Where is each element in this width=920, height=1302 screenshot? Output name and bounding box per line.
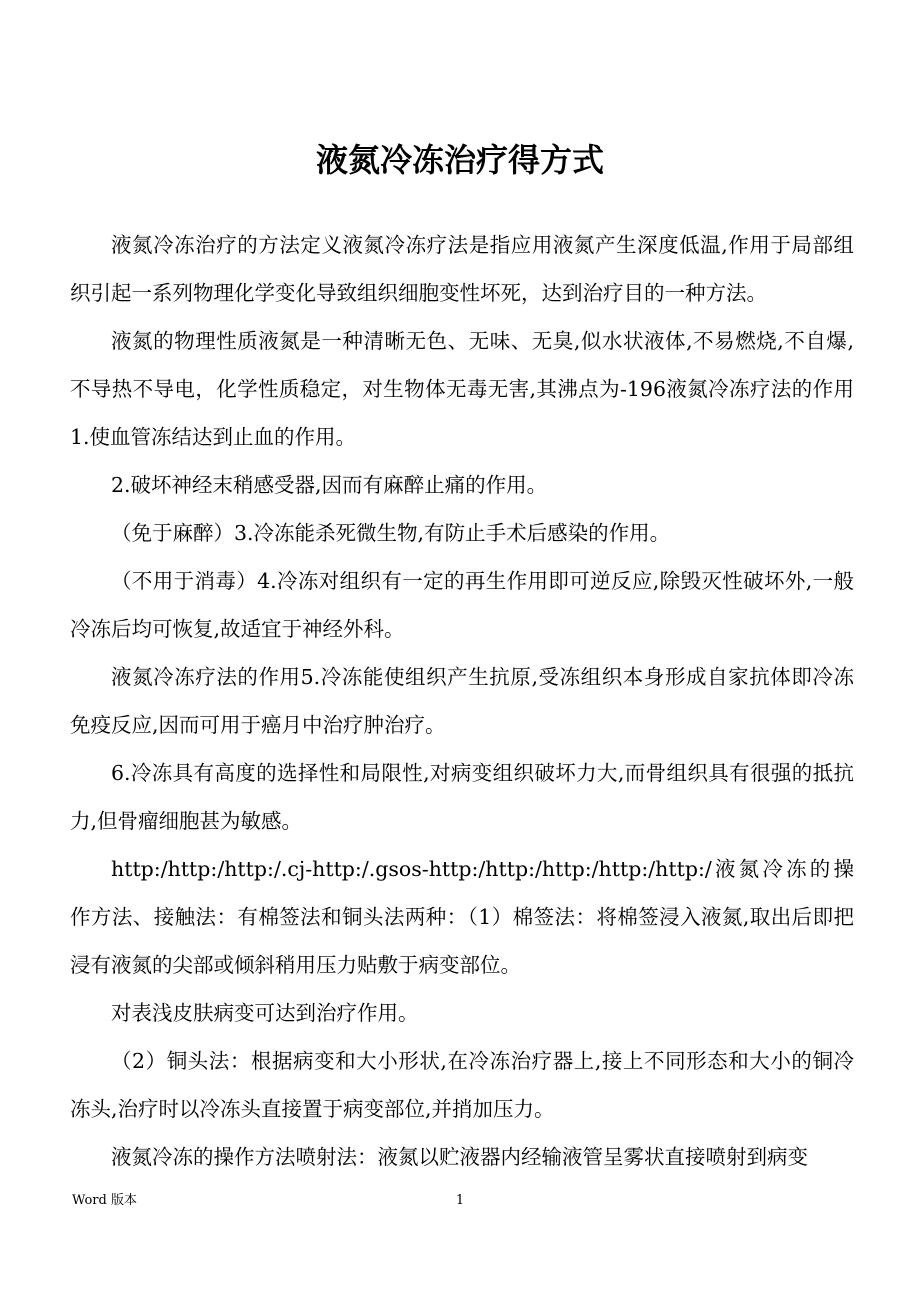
paragraph-10: （2）铜头法：根据病变和大小形状,在冷冻治疗器上,接上不同形态和大小的铜冷冻头,治疗时以冷冻头直接置于病变部位,并捎加压力。 xyxy=(70,1049,854,1121)
paragraph-8: http:/http:/http:/.cj-http:/.gsos-http:/http:/http:/http:/http:/液氮冷冻的操作方法、接触法：有棉签法和铜头法两种：（1）棉签法：将棉签浸入液氮,取出后即把浸有液氮的尖部或倾斜稍用压力贴敷于病变部位。 xyxy=(70,857,854,977)
paragraph-9: 对表浅皮肤病变可达到治疗作用。 xyxy=(111,1001,419,1025)
document-title: 液氮冷冻治疗得方式 xyxy=(315,141,604,179)
paragraph-1: 液氮冷冻治疗的方法定义液氮冷冻疗法是指应用液氮产生深度低温,作用于局部组织引起一系列物理化学变化导致组织细胞变性坏死，达到治疗目的一种方法。 xyxy=(70,233,854,305)
paragraph-5: （不用于消毒）4.冷冻对组织有一定的再生作用即可逆反应,除毁灭性破坏外,一般冷冻后均可恢复,故适宜于神经外科。 xyxy=(70,569,854,641)
page-number: 1 xyxy=(455,1193,465,1208)
paragraph-4: （免于麻醉）3.冷冻能杀死微生物,有防止手术后感染的作用。 xyxy=(111,521,671,545)
paragraph-6: 液氮冷冻疗法的作用5.冷冻能使组织产生抗原,受冻组织本身形成自家抗体即冷冻免疫反应,因而可用于癌月中治疗肿治疗。 xyxy=(70,665,854,737)
document-body xyxy=(70,221,854,1181)
paragraph-11: 液氮冷冻的操作方法喷射法：液氮以贮液器内经输液管呈雾状直接喷射到病变 xyxy=(111,1145,808,1169)
paragraph-7: 6.冷冻具有高度的选择性和局限性,对病变组织破坏力大,而骨组织具有很强的抵抗力,但骨瘤细胞甚为敏感。 xyxy=(70,761,854,833)
paragraph-2: 液氮的物理性质液氮是一种清晰无色、无味、无臭,似水状液体,不易燃烧,不自爆,不导热不导电，化学性质稳定，对生物体无毒无害,其沸点为-196液氮冷冻疗法的作用1.使血管冻结达到止血的作用。 xyxy=(70,329,854,449)
paragraph-3: 2.破坏神经末稍感受器,因而有麻醉止痛的作用。 xyxy=(111,473,548,497)
footer-label: Word 版本 xyxy=(72,1193,137,1208)
